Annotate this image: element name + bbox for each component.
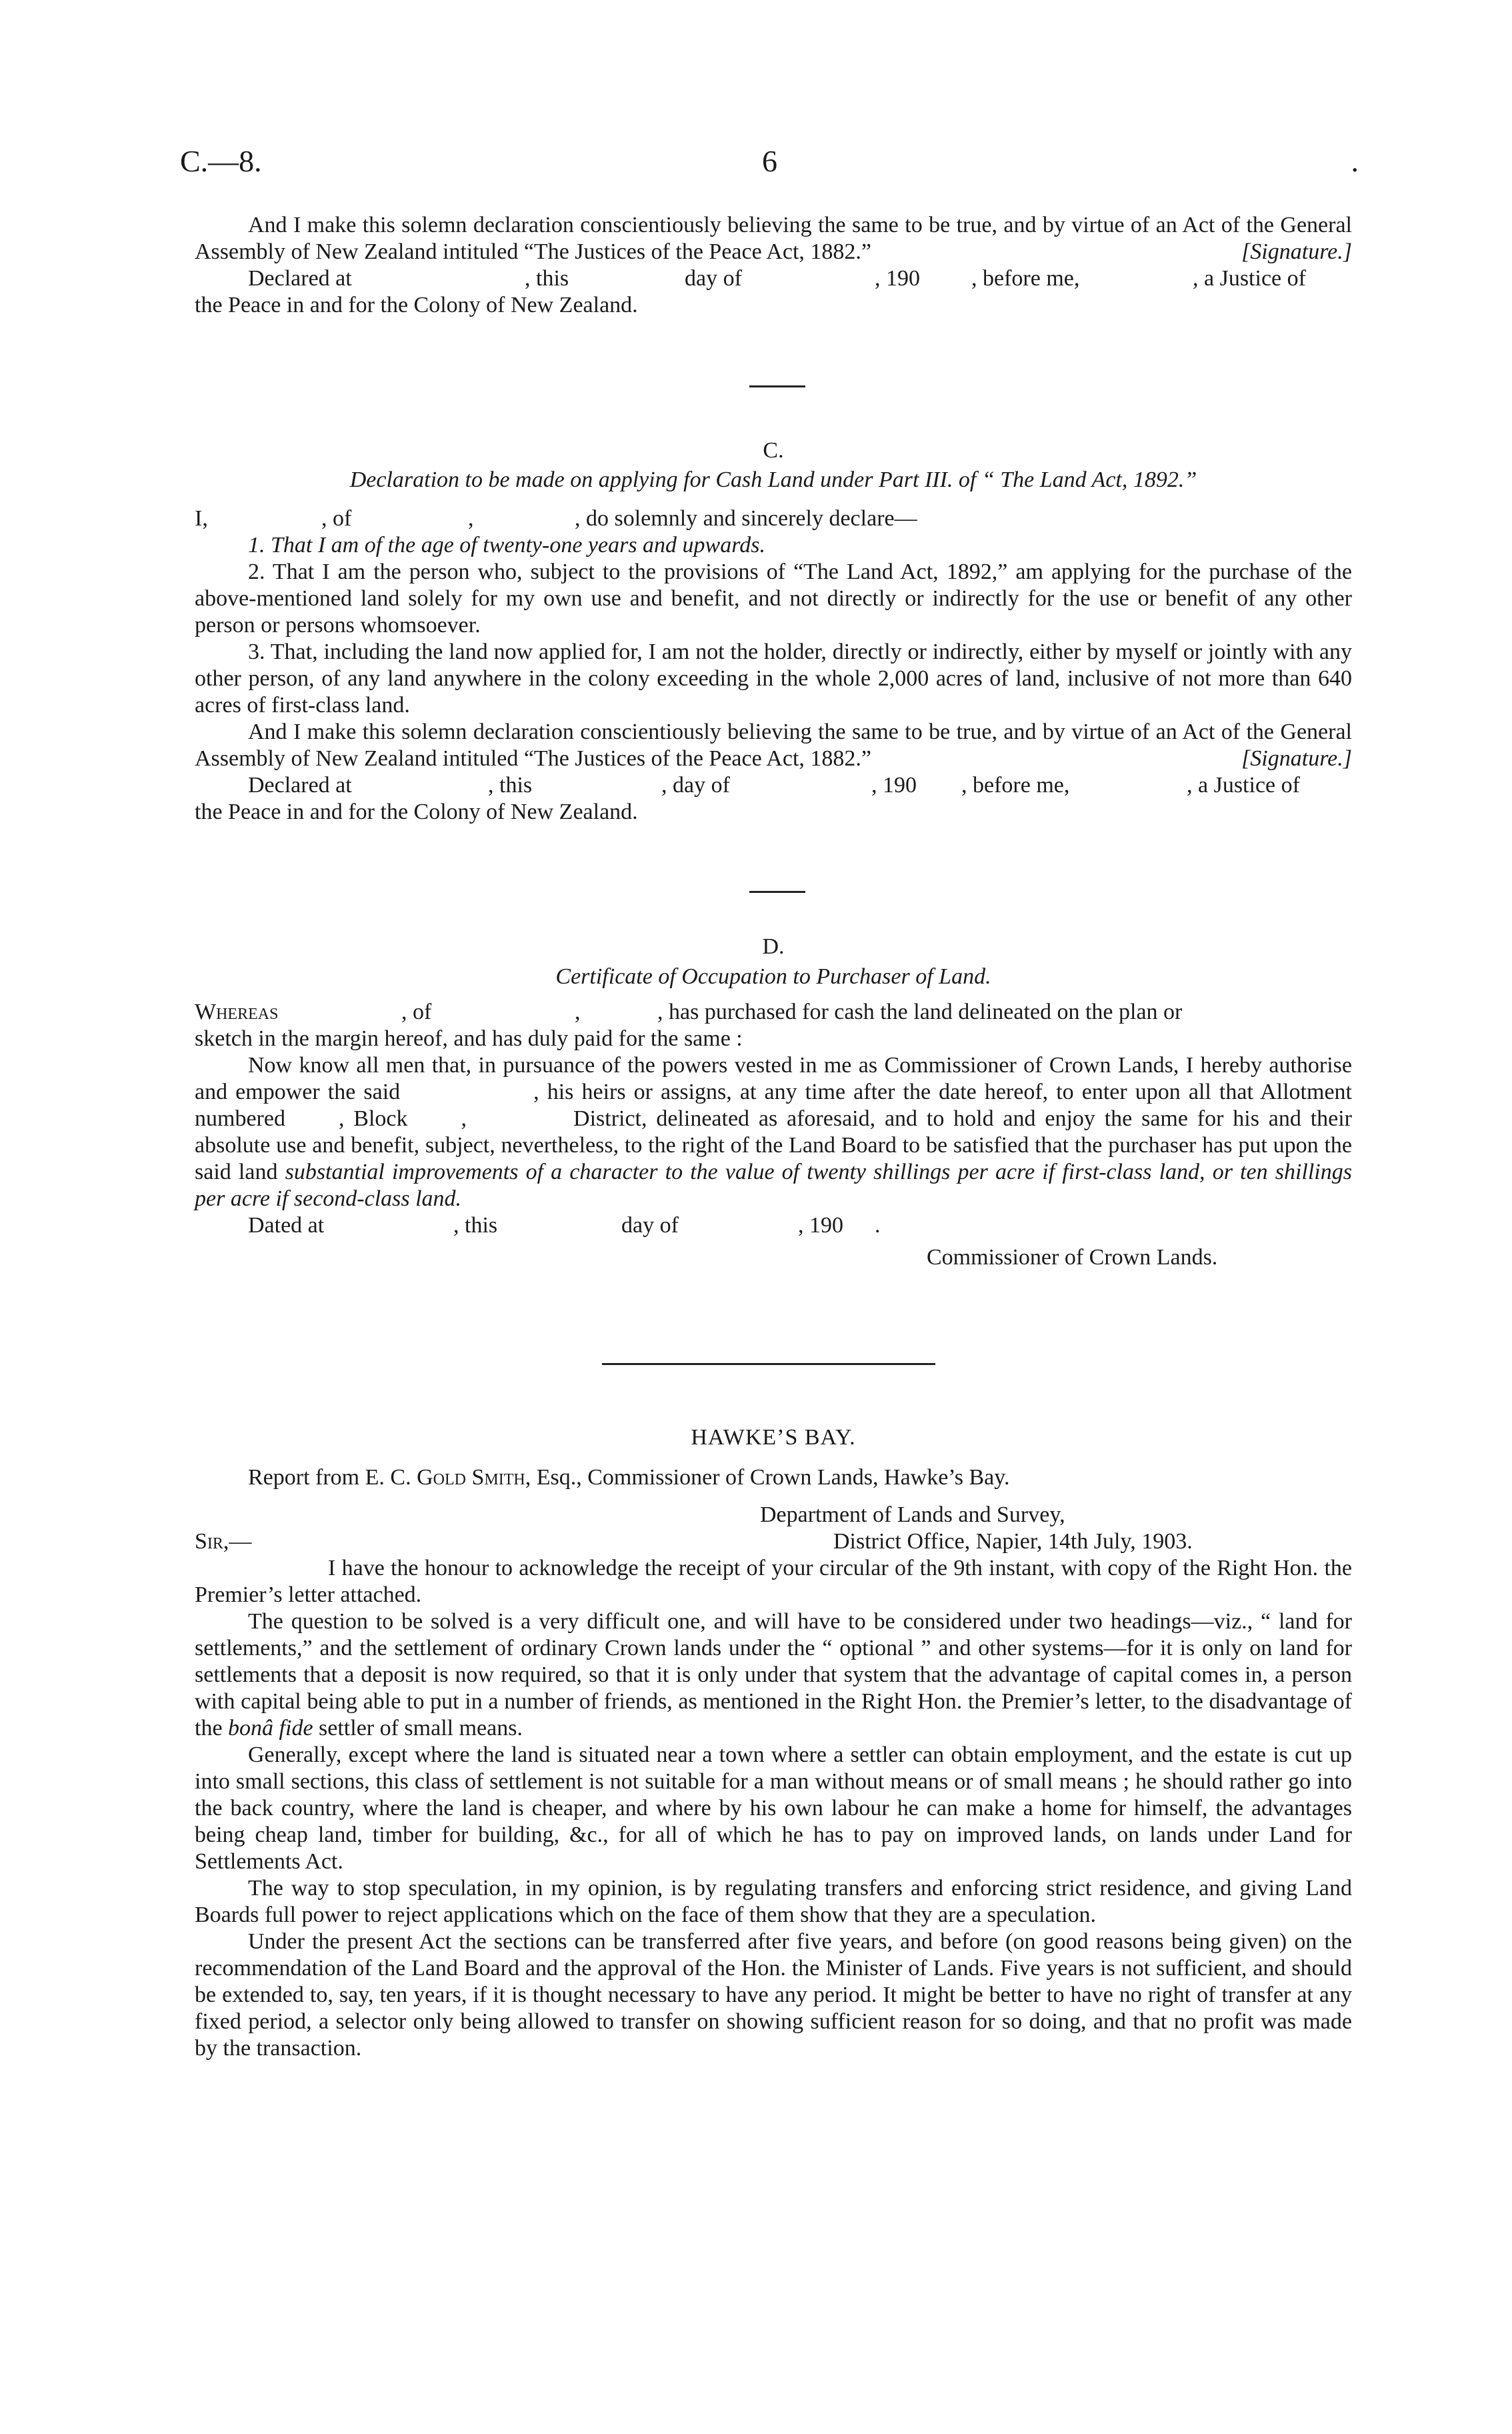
justice-label: , a Justice of bbox=[1193, 266, 1306, 291]
comma-label: , bbox=[575, 1000, 581, 1024]
justice-label: , a Justice of bbox=[1187, 773, 1300, 798]
this-label: , this bbox=[488, 773, 533, 798]
signature-placeholder: [Signature.] bbox=[1241, 239, 1352, 264]
declared-at-label: Declared at bbox=[248, 773, 352, 798]
header-mark: . bbox=[1351, 144, 1359, 178]
day-of-label: day of bbox=[685, 266, 742, 291]
declared-tail: the Peace in and for the Colony of New Zealand. bbox=[195, 293, 638, 317]
dated-at-label: Dated at bbox=[248, 1213, 325, 1238]
authority-mid-1: , his heirs or assigns, at any time after the date hereof, to enter upon all that Allotment numbered bbox=[195, 1080, 1352, 1131]
bona-fide-term: bonâ fide bbox=[228, 1716, 313, 1740]
document-reference: C.—8. bbox=[180, 144, 262, 178]
period-mark: . bbox=[875, 1213, 881, 1238]
whereas-tail: sketch in the margin hereof, and has duly paid for the same : bbox=[195, 1026, 743, 1051]
declared-at-label: Declared at bbox=[248, 266, 352, 291]
letter-paragraph-3: Generally, except where the land is situated near a town where a settler can obtain employment, and the estate is cut up into small sections, this class of settlement is not suitable for a man without means or of small means ; he should rather go into the back country, where the land is cheaper, and where by his own labour he can make a home for himself, the advantages being cheap land, timber for building, &c., for all of which he has to pay on improved lands, on lands under Land for Settlements Act. bbox=[195, 1742, 1352, 1874]
paragraph-2-end: settler of small means. bbox=[319, 1716, 523, 1740]
declaration-item-1: 1. That I am of the age of twenty-one years and upwards. bbox=[248, 533, 765, 557]
declaration-item-3: 3. That, including the land now applied for, I am not the holder, directly or indirectly, either by myself or jointly with any other person, of any land anywhere in the colony exceeding in the whole 2,000 acres of land, inclusive of not more than 640 acres of first-class land. bbox=[195, 640, 1352, 718]
declared-line bbox=[195, 772, 1352, 799]
comma-label: , bbox=[468, 506, 474, 531]
report-prefix: Report from E. C. bbox=[248, 1465, 411, 1490]
declared-tail: the Peace in and for the Colony of New Zealand. bbox=[195, 800, 638, 824]
whereas-word: Whereas bbox=[195, 1000, 279, 1024]
solemn-declaration-paragraph: And I make this solemn declaration conscientiously believing the same to be true, and by virtue of an Act of the General Assembly of New Zealand intituled “The Justices of the Peace Act, 1882.” bbox=[195, 213, 1352, 264]
declared-line bbox=[195, 265, 1352, 292]
letter-body bbox=[195, 1502, 1352, 2062]
page-number: 6 bbox=[762, 144, 777, 178]
solemn-declaration-paragraph: And I make this solemn declaration conscientiously believing the same to be true, and by virtue of an Act of the General Assembly of New Zealand intituled “The Justices of the Peace Act, 1882.” bbox=[195, 720, 1352, 771]
day-of-label: day of bbox=[621, 1213, 679, 1238]
office-date-line: District Office, Napier, 14th July, 1903. bbox=[833, 1529, 1193, 1554]
improvements-condition: substantial improvements of a character to the value of twenty shillings per acre if first-class land, or ten shillings per acre if second-class land. bbox=[195, 1160, 1352, 1211]
letter-paragraph-2 bbox=[195, 1608, 1352, 1742]
dated-line bbox=[195, 1212, 1352, 1239]
signature-placeholder: [Signature.] bbox=[1241, 746, 1352, 771]
section-c-letter: C. bbox=[763, 438, 784, 463]
year-label: , 190 bbox=[875, 266, 920, 291]
of-label: , of bbox=[401, 1000, 432, 1024]
salutation: Sir,— bbox=[195, 1529, 252, 1554]
before-me-label: , before me, bbox=[961, 773, 1070, 798]
authority-district: District, delineated as aforesaid, and to hold and enjoy the same for his and their absolute use and benefit, subject, nevertheless, to the right of the Land Board to be satisfied that the purchaser has put upon the said land bbox=[195, 1106, 1352, 1184]
declare-label: , do solemnly and sincerely declare— bbox=[575, 506, 917, 531]
declaration-item-2: 2. That I am the person who, subject to the provisions of “The Land Act, 1892,” am applying for the purchase of the above-mentioned land solely for my own use and benefit, and not directly or indirectly for the use or benefit of any other person or persons whomsoever. bbox=[195, 559, 1352, 638]
purchase-statement: , has purchased for cash the land delineated on the plan or bbox=[657, 1000, 1183, 1024]
section-d-letter: D. bbox=[762, 934, 785, 959]
year-label: , 190 bbox=[871, 773, 917, 798]
this-label: , this bbox=[453, 1213, 498, 1238]
report-byline bbox=[195, 1464, 1352, 1491]
authority-paragraph bbox=[195, 1052, 1352, 1212]
day-of-label: , day of bbox=[661, 773, 730, 798]
commissioner-name: Gold Smith bbox=[417, 1465, 525, 1490]
salutation-line bbox=[195, 1528, 1352, 1555]
section-d-title: Certificate of Occupation to Purchaser of Land. bbox=[555, 964, 991, 989]
section-d-body bbox=[195, 999, 1352, 1271]
letter-paragraph-4: The way to stop speculation, in my opinion, is by regulating transfers and enforcing strict residence, and giving Land Boards full power to reject applications which on the face of them show that they are a speculation. bbox=[195, 1876, 1352, 1927]
department-line: Department of Lands and Survey, bbox=[760, 1502, 1065, 1527]
letter-paragraph-1: I have the honour to acknowledge the receipt of your circular of the 9th instant, with copy of the Right Hon. the Premier’s letter attached. bbox=[195, 1556, 1352, 1607]
section-c-body bbox=[195, 505, 1352, 826]
authority-comma: , bbox=[461, 1106, 467, 1131]
section-c-title: Declaration to be made on applying for Cash Land under Part III. of “ The Land Act, 1892.” bbox=[349, 467, 1197, 492]
report-heading: HAWKE’S BAY. bbox=[691, 1425, 856, 1450]
paragraph-2-start: The question to be solved is a very difficult one, and will have to be considered under two headings—viz., “ land for settlements,” and the settlement of ordinary Crown lands under the “ optional ” and other systems—for it is only on land for settlements that a deposit is now required, so that it is only under that system that the advantage of capital comes in, a person with capital being able to put in a number of friends, as mentioned in the Right Hon. the Premier’s letter, to the disadvantage of the bbox=[195, 1609, 1352, 1740]
commissioner-signature: Commissioner of Crown Lands. bbox=[927, 1245, 1218, 1270]
page-header bbox=[180, 144, 1359, 188]
year-label: , 190 bbox=[798, 1213, 843, 1238]
section-b-closing bbox=[195, 212, 1352, 319]
section-divider bbox=[749, 891, 805, 893]
report-from-line bbox=[195, 1464, 1352, 1491]
declarant-i: I, bbox=[195, 506, 208, 531]
authority-start: Now know all men that, in pursuance of the powers vested in me as Commissioner of Crown Lands, I hereby authorise and empower the said bbox=[195, 1053, 1352, 1104]
letter-paragraph-5: Under the present Act the sections can be transferred after five years, and before (on good reasons being given) on the recommendation of the Land Board and the approval of the Hon. the Minister of Lands. Five years is not sufficient, and should be extended to, say, ten years, if it is thought necessary to have any period. It might be better to have no right of transfer at any fixed period, a selector only being allowed to transfer on showing sufficient reason for so doing, and that no profit was made by the transaction. bbox=[195, 1929, 1352, 2061]
section-divider bbox=[749, 385, 805, 387]
authority-block: , Block bbox=[338, 1106, 408, 1131]
before-me-label: , before me, bbox=[971, 266, 1080, 291]
declarant-line bbox=[195, 505, 1352, 532]
whereas-line bbox=[195, 999, 1352, 1026]
of-label: , of bbox=[321, 506, 352, 531]
report-suffix: , Esq., Commissioner of Crown Lands, Hawke’s Bay. bbox=[525, 1465, 1010, 1490]
report-divider bbox=[602, 1363, 935, 1365]
this-label: , this bbox=[525, 266, 569, 291]
